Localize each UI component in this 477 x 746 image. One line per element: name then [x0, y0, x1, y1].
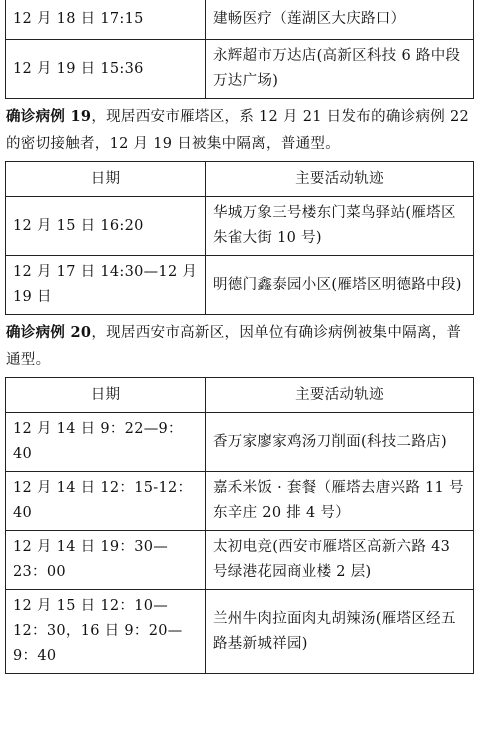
date-cell: 12 月 17 日 14:30—12 月 19 日 — [6, 256, 206, 315]
place-cell: 华城万象三号楼东门菜鸟驿站(雁塔区朱雀大街 10 号) — [206, 197, 474, 256]
date-cell: 12 月 14 日 12：15-12：40 — [6, 472, 206, 531]
case-20-paragraph — [6, 319, 472, 374]
place-cell: 兰州牛肉拉面肉丸胡辣汤(雁塔区经五路基新城祥园) — [206, 590, 474, 674]
header-date: 日期 — [6, 378, 206, 413]
date-cell: 12 月 15 日 16:20 — [6, 197, 206, 256]
date-cell: 12 月 14 日 19：30—23：00 — [6, 531, 206, 590]
place-cell: 明德门鑫泰园小区(雁塔区明德路中段) — [206, 256, 474, 315]
date-cell: 12 月 14 日 9：22—9：40 — [6, 413, 206, 472]
case-20-text: ，现居西安市高新区，因单位有确诊病例被集中隔离，普通型。 — [6, 325, 462, 368]
case-19-label: 确诊病例 19 — [6, 108, 92, 125]
table-row — [6, 40, 474, 99]
table-row — [6, 531, 474, 590]
date-cell: 12 月 15 日 12：10—12：30，16 日 9：20—9：40 — [6, 590, 206, 674]
itinerary-table-case-19 — [5, 161, 474, 315]
table-row — [6, 590, 474, 674]
place-cell: 香万家廖家鸡汤刀削面(科技二路店) — [206, 413, 474, 472]
itinerary-table-previous — [5, 0, 474, 99]
date-cell: 12 月 19 日 15:36 — [6, 40, 206, 99]
case-19-paragraph — [6, 103, 472, 158]
table-row — [6, 197, 474, 256]
table-header-row — [6, 162, 474, 197]
case-20-label: 确诊病例 20 — [6, 324, 92, 341]
header-place: 主要活动轨迹 — [206, 378, 474, 413]
table-row — [6, 413, 474, 472]
header-place: 主要活动轨迹 — [206, 162, 474, 197]
place-cell: 永辉超市万达店(高新区科技 6 路中段万达广场) — [206, 40, 474, 99]
case-19-text: ，现居西安市雁塔区，系 12 月 21 日发布的确诊病例 22 的密切接触者，12 月 19 日被集中隔离，普通型。 — [6, 109, 470, 152]
header-date: 日期 — [6, 162, 206, 197]
date-cell: 12 月 18 日 17:15 — [6, 0, 206, 40]
table-row — [6, 0, 474, 40]
table-row — [6, 472, 474, 531]
place-cell: 嘉禾米饭 · 套餐（雁塔去唐兴路 11 号东辛庄 20 排 4 号） — [206, 472, 474, 531]
place-cell: 建畅医疗（莲湖区大庆路口） — [206, 0, 474, 40]
table-header-row — [6, 378, 474, 413]
itinerary-table-case-20 — [5, 377, 474, 674]
place-cell: 太初电竞(西安市雁塔区高新六路 43 号绿港花园商业楼 2 层) — [206, 531, 474, 590]
table-row — [6, 256, 474, 315]
